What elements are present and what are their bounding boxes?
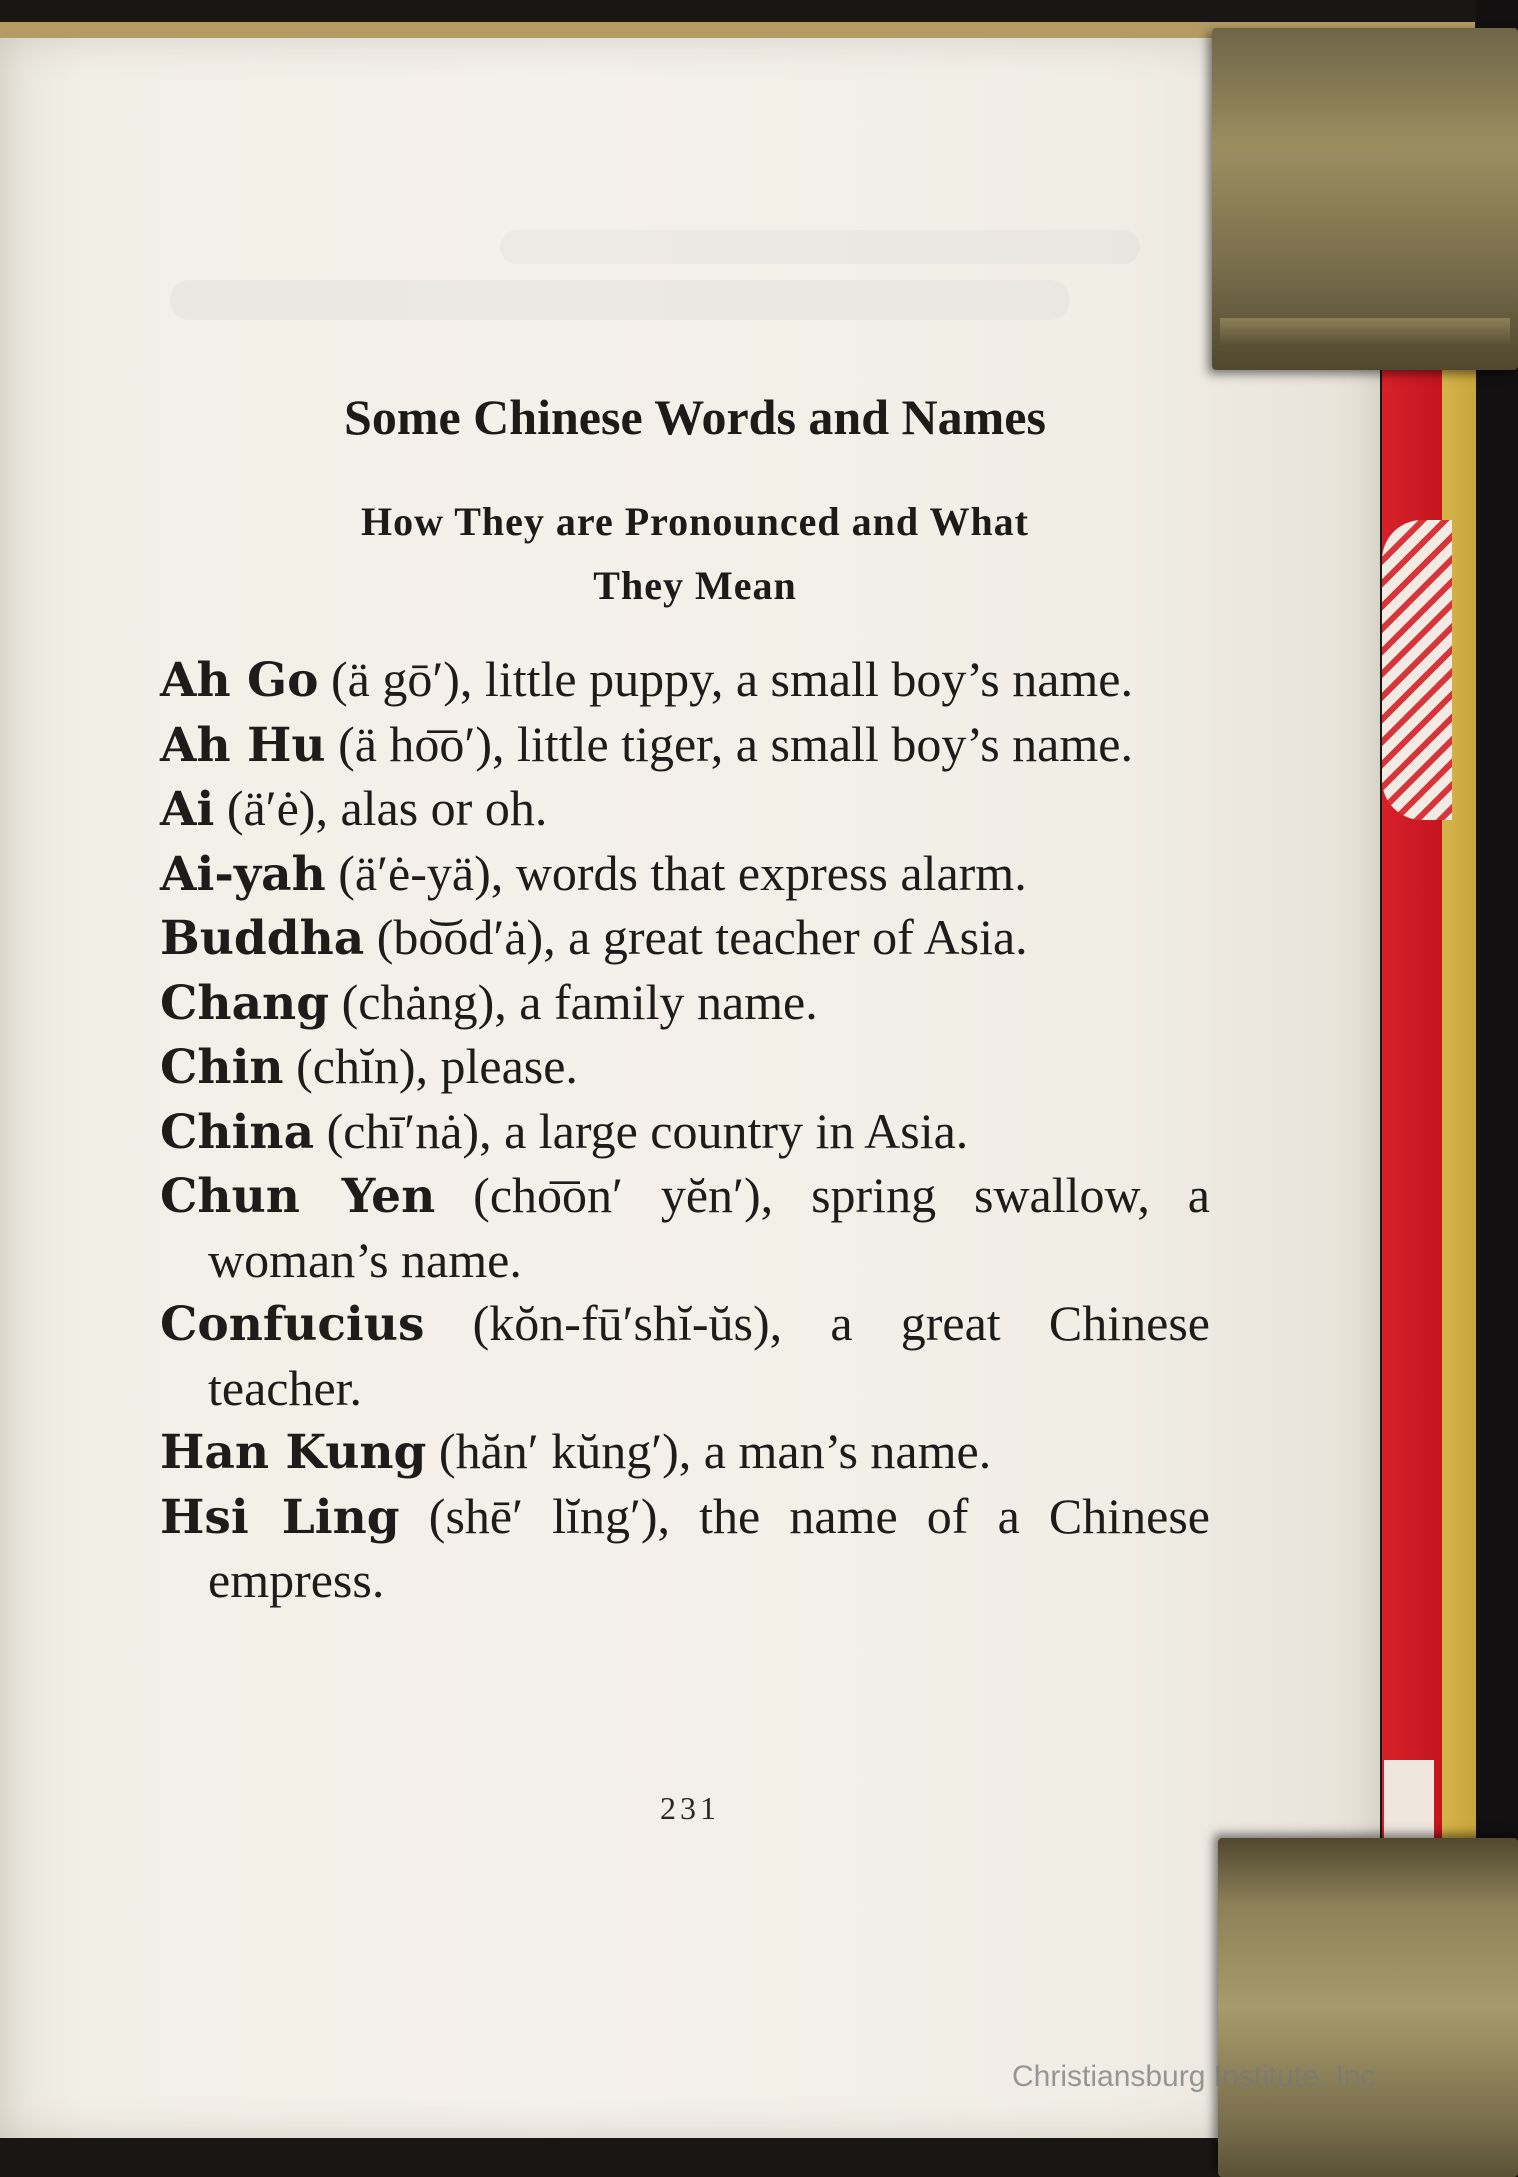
- entry-term: Chin: [160, 1040, 284, 1095]
- page-number: 231: [660, 1790, 720, 1826]
- entry-definition: (hăn′ kŭng′), a man’s name.: [426, 1423, 992, 1479]
- subtitle-line-2: They Mean: [593, 563, 797, 608]
- entry-term: Ai-yah: [160, 846, 326, 902]
- page-subtitle: [200, 490, 1190, 618]
- entry-term: Ai: [160, 782, 215, 837]
- glossary-entry: [160, 777, 1210, 842]
- cover-illustration-fragment: [1382, 520, 1452, 820]
- entry-term: Chun Yen: [160, 1169, 436, 1224]
- entry-term: China: [160, 1104, 315, 1160]
- glossary-entry: [160, 713, 1210, 778]
- glossary-entry: [160, 1164, 1210, 1292]
- glossary-entry: [160, 1035, 1210, 1100]
- metal-clip-top: [1212, 28, 1518, 370]
- show-through-shadow: [500, 230, 1140, 264]
- glossary-entry: [160, 1485, 1210, 1613]
- show-through-shadow: [170, 280, 1070, 320]
- glossary-entry: [160, 648, 1210, 713]
- glossary-entry: [160, 1420, 1210, 1485]
- entry-definition: (ä ho͞o′), little tiger, a small boy’s name.: [325, 715, 1133, 772]
- entry-term: Ah Hu: [160, 717, 326, 773]
- glossary-entry: [160, 971, 1210, 1036]
- entry-definition: (cho͞on′ yĕn′), spring swallow, a woman’s name.: [208, 1167, 1211, 1288]
- entry-definition: (ä′ė), alas or oh.: [214, 780, 548, 836]
- entry-definition: (bo͝od′ȧ), a great teacher of Asia.: [364, 909, 1028, 965]
- entry-definition: (shē′ lĭng′), the name of a Chinese empress.: [208, 1487, 1210, 1608]
- subtitle-line-1: How They are Pronounced and What: [360, 499, 1030, 544]
- entry-term: Hsi Ling: [160, 1489, 400, 1545]
- entry-term: Confucius: [160, 1297, 425, 1352]
- entry-term: Chang: [160, 975, 330, 1031]
- glossary-entry: [160, 842, 1210, 907]
- page-title: Some Chinese Words and Names: [344, 389, 1046, 445]
- entry-definition: (ä′ė-yä), words that express alarm.: [325, 844, 1027, 901]
- entry-definition: (ä gō′), little puppy, a small boy’s name.: [318, 651, 1133, 707]
- entry-term: Buddha: [160, 911, 365, 966]
- glossary-entry: [160, 1292, 1210, 1420]
- entry-definition: (chȧng), a family name.: [329, 973, 818, 1030]
- watermark: Christiansburg Institute, Inc: [1012, 2060, 1376, 2093]
- entry-definition: (chī′nȧ), a large country in Asia.: [314, 1102, 969, 1159]
- entry-definition: (chĭn), please.: [283, 1038, 578, 1094]
- glossary-entry: [160, 1100, 1210, 1165]
- glossary-list: [160, 648, 1210, 1613]
- glossary-entry: [160, 906, 1210, 971]
- metal-clip-bottom: [1218, 1838, 1518, 2177]
- entry-term: Han Kung: [160, 1425, 427, 1480]
- entry-definition: (kŏn-fū′shĭ-ŭs), a great Chinese teacher.: [208, 1295, 1210, 1416]
- entry-term: Ah Go: [160, 653, 319, 708]
